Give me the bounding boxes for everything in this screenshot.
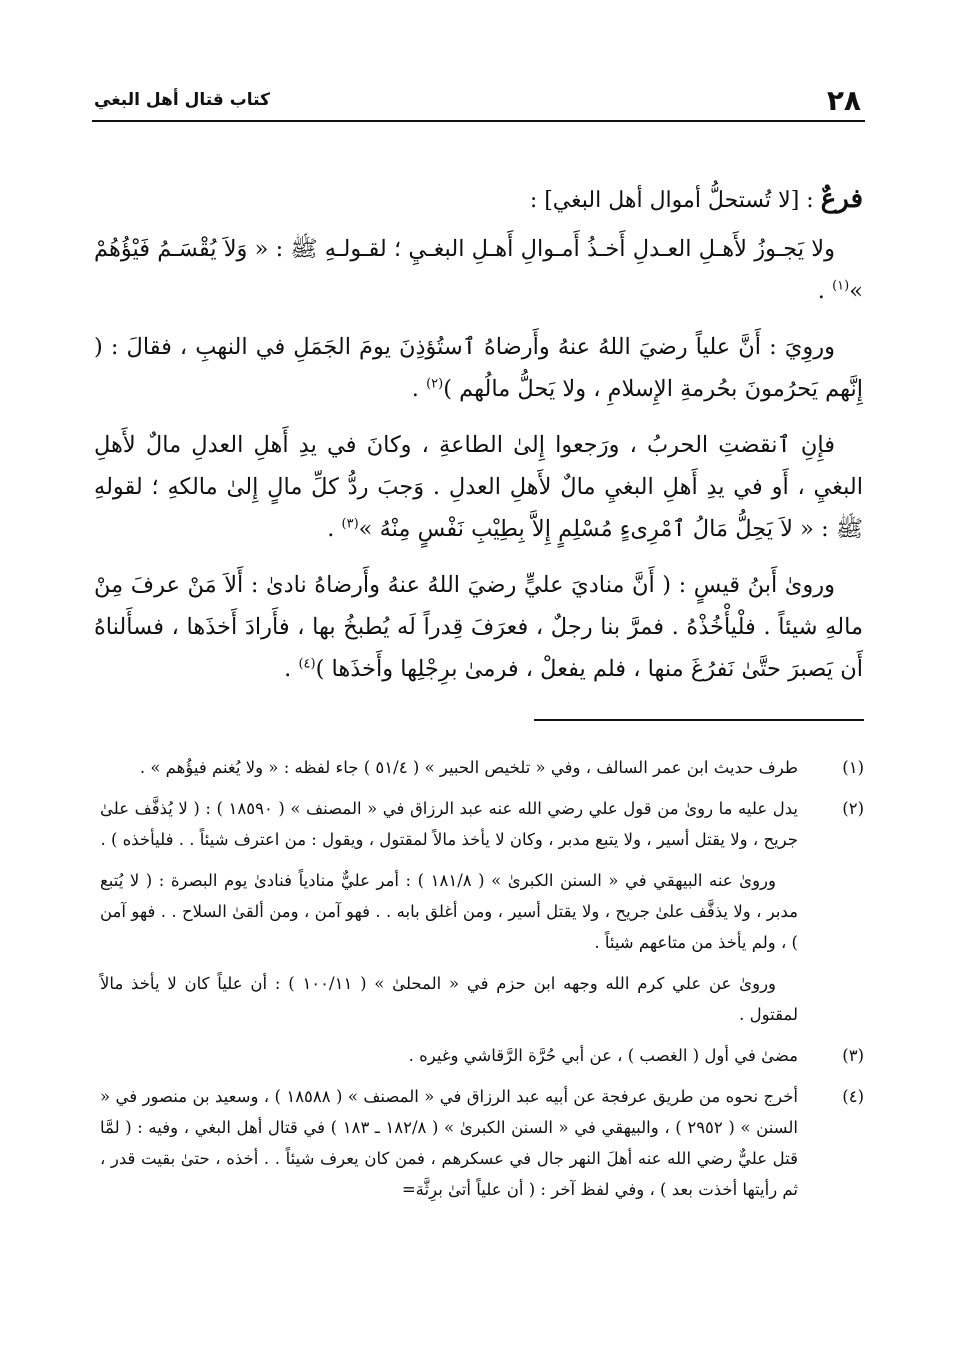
footnotes	[100, 752, 864, 1215]
paragraph-1-end: .	[817, 278, 833, 304]
footnote-separator	[534, 719, 864, 721]
paragraph-2-text: وروِيَ : أَنَّ علياً رضيَ اللهُ عنهُ وأَرضاهُ ٱستُؤذِنَ يومَ الجَمَلِ في النهبِ ، فقالَ : ( إِنَّهم يَحرُمونَ بحُرمةِ الإِسلامِ ، ولا يَحلُّ مالُهم )	[94, 334, 863, 402]
footnote-4-number: (٤)	[842, 1087, 864, 1106]
footnote-2-text: يدل عليه ما رویٰ من قول علي رضي الله عنه عبد الرزاق في « المصنف » ( ١٨٥٩٠ ) : ( لا يُذفَّف علىٰ جريح ، ولا يقتل أسير ، ولا يتبع مدبر ، وكان لا يأخذ مالاً لمقتول ، ويقول : من اعترف شيئاً . . فليأخذه ) .	[100, 799, 798, 849]
running-header	[92, 80, 865, 122]
paragraph-3	[94, 424, 863, 550]
footnote-ref-2[interactable]: (٢)	[426, 376, 444, 392]
section-heading-word: فرعٌ	[820, 184, 863, 214]
paragraph-1-text: ولا يَجـوزُ لأَهـلِ العـدلِ أَخـذُ أَمـوالِ أَهـلِ البغـيِ ؛ لقـولـهِ ﷺ : « وَلاَ يُقْسَـمُ فَيْؤُهُمْ »	[94, 236, 863, 304]
footnote-1-text: طرف حديث ابن عمر السالف ، وفي « تلخيص الحبير » ( ٥١/٤ ) جاء لفظه : « ولا يُغنم فيؤُهم » .	[139, 758, 798, 777]
footnote-3-number: (٣)	[842, 1046, 864, 1065]
paragraph-2-end: .	[411, 376, 427, 402]
footnote-1	[100, 752, 864, 783]
page-number: ٢٨	[826, 84, 861, 117]
footnote-4-text: أخرج نحوه من طريق عرفجة عن أبيه عبد الرزاق في « المصنف » ( ١٨٥٨٨ ) ، وسعيد بن منصور في « السنن » ( ٢٩٥٢ ) ، والبيهقي في « السنن الكبرىٰ » ( ١٨٢/٨ ـ ١٨٣ ) في قتال أهل البغي ، وفيه : ( لمَّا قتل عليٌّ رضي الله عنه أهلَ النهر جال في عسكرهم ، فمن كان يعرف شيئاً . . أخذه ، حتىٰ بقيت قدر ، ثم رأيتها أخذت بعد ) ، وفي لفظ آخر : ( أن علياً أتىٰ برِثَّة=	[100, 1087, 799, 1199]
footnote-3	[100, 1040, 864, 1071]
section-heading	[94, 178, 863, 222]
footnote-4	[100, 1081, 864, 1205]
footnote-3-text: مضىٰ في أول ( الغصب ) ، عن أبي حُرَّة الرَّقاشي وغيره .	[408, 1046, 798, 1065]
main-text	[94, 178, 863, 704]
footnote-2-paragraph-3: ورویٰ عن علي كرم الله وجهه ابن حزم في « المحلىٰ » ( ١٠٠/١١ ) : أن علياً كان لا يأخذ مالاً لمقتول .	[100, 974, 798, 1024]
paragraph-3-end: .	[327, 516, 342, 542]
footnote-1-number: (١)	[842, 758, 864, 777]
paragraph-4-text: وروىٰ أَبنُ قيسٍ : ( أَنَّ مناديَ عليٍّ رضيَ اللهُ عنهُ وأَرضاهُ نادىٰ : أَلاَ مَنْ عرفَ مِنْ مالهِ شيئاً . فلْيأْخُذْهُ . فمرَّ بنا رجلٌ ، فعرَفَ قِدراً لَه يُطبخُ بها ، فأَرادَ أَخذَها ، فسأَلناهُ أَن يَصبرَ حتَّىٰ نَفرُغَ منها ، فلم يفعلْ ، فرمىٰ برِجْلِها وأَخذَها )	[94, 572, 864, 682]
footnote-2	[100, 793, 864, 855]
section-heading-title: : [لا تُستحلُّ أموال أهل البغي] :	[529, 188, 821, 213]
paragraph-2	[94, 326, 863, 410]
footnote-2-paragraph-2: ورویٰ عنه البيهقي في « السنن الكبرىٰ » ( ١٨١/٨ ) : أمر عليٌّ منادياً فنادىٰ يوم البصرة : ( لا يُتبع مدبر ، ولا يذفَّف علىٰ جريح ، ولا يقتل أسير ، ومن أغلق بابه . . فهو آمن ، ومن ألقىٰ السلاح . . فهو آمن ) ، ولم يأخذ من متاعهم شيئاً .	[100, 871, 798, 952]
paragraph-4-end: .	[284, 656, 299, 682]
footnote-ref-1[interactable]: (١)	[832, 278, 850, 294]
paragraph-4	[94, 564, 863, 690]
footnote-ref-4[interactable]: (٤)	[298, 656, 316, 672]
paragraph-1	[94, 228, 863, 312]
footnote-2-number: (٢)	[842, 799, 864, 818]
paragraph-3-text: فإِنِ ٱنقضتِ الحربُ ، ورَجعوا إِلىٰ الطاعةِ ، وكانَ في يدِ أَهلِ العدلِ مالٌ لأَهلِ البغيِ ، أَو في يدِ أَهلِ البغيِ مالٌ لأَهلِ العدلِ . وَجبَ ردُّ كلِّ مالٍ إِلىٰ مالكهِ ؛ لقولهِ ﷺ : « لاَ يَحِلُّ مَالُ ٱمْرِىءٍ مُسْلِمٍ إِلاَّ بِطِيْبِ نَفْسٍ مِنْهُ »	[94, 432, 863, 542]
running-title: كتاب قتال أهل البغي	[94, 90, 270, 110]
footnote-ref-3[interactable]: (٣)	[341, 516, 359, 532]
